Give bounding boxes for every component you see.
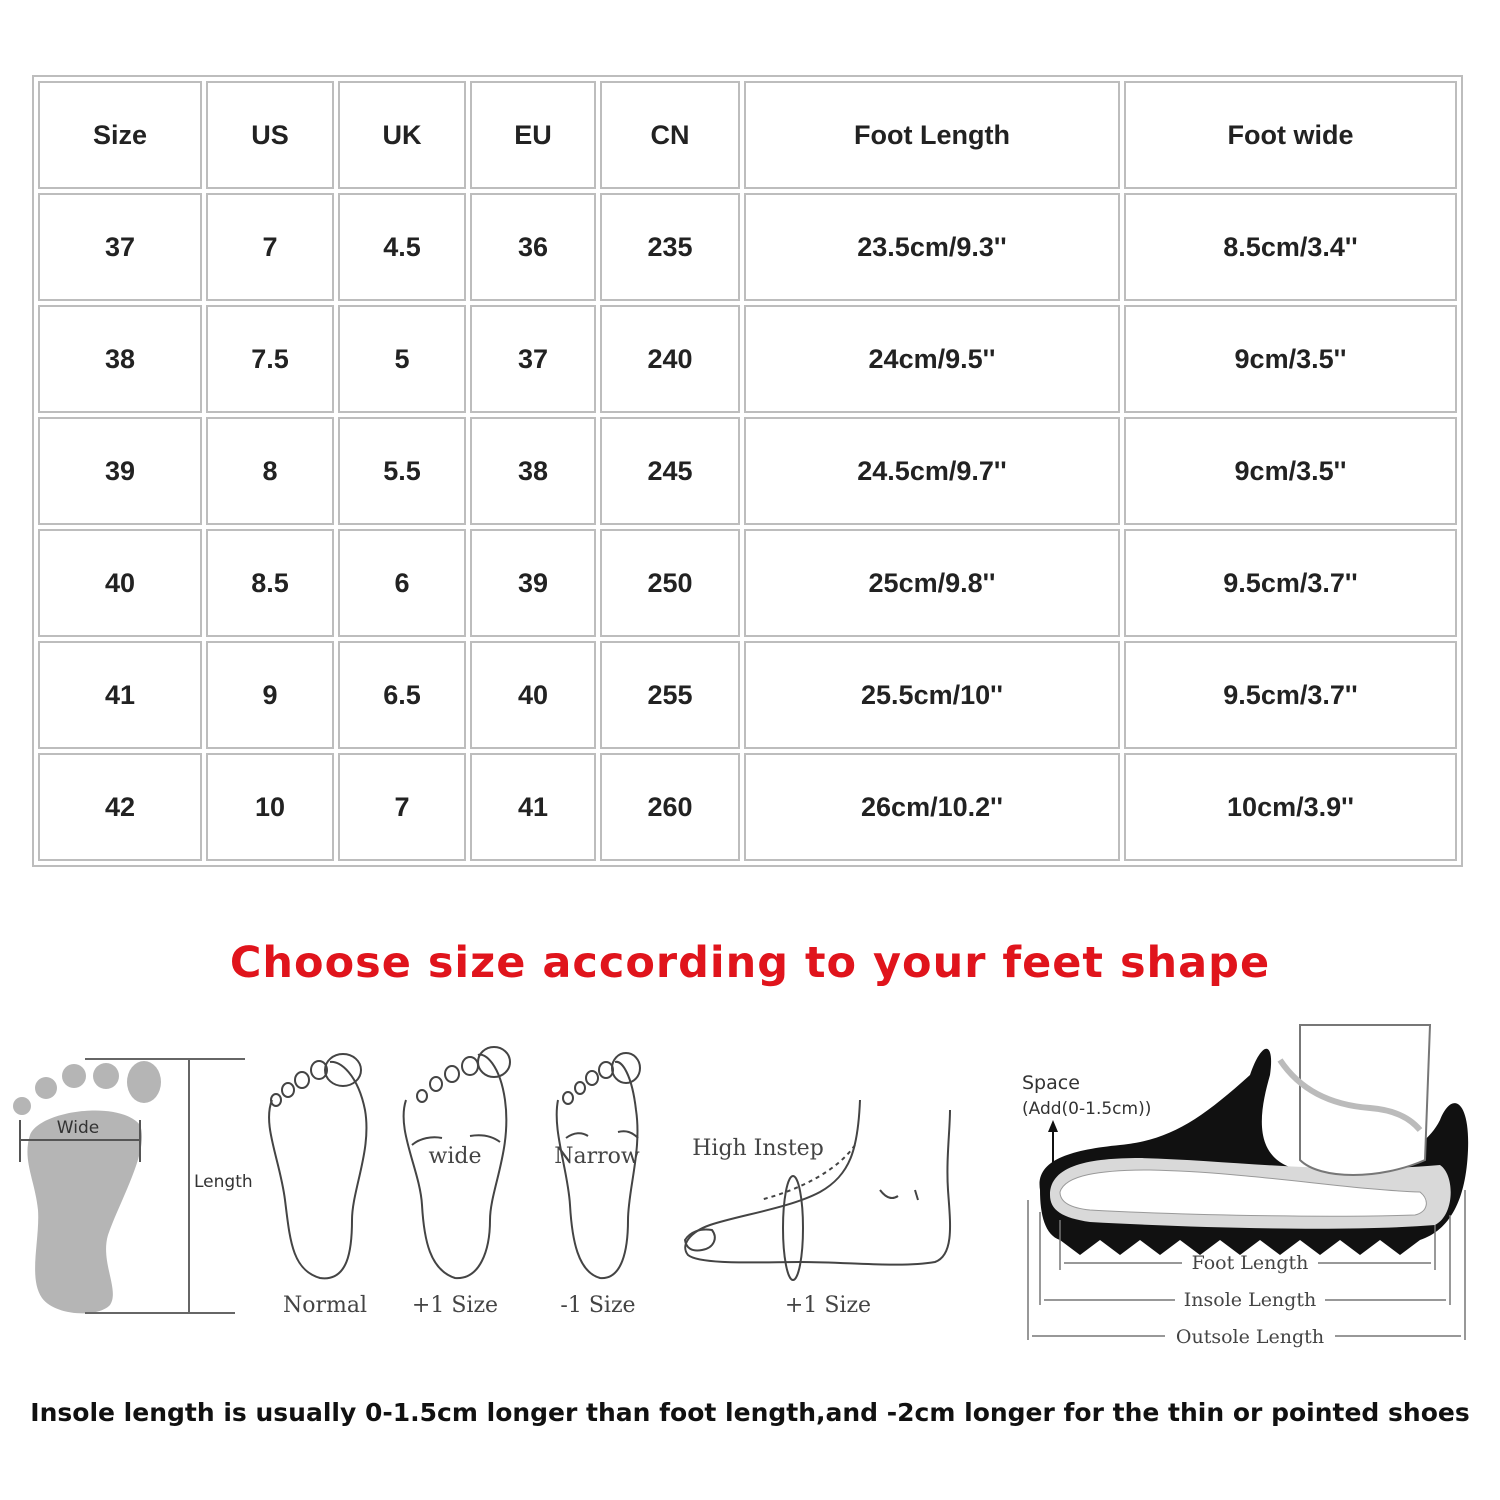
cell-cn: 235 <box>600 193 740 301</box>
cell-uk: 6 <box>338 529 466 637</box>
cell-cn: 250 <box>600 529 740 637</box>
narrow-caption: -1 Size <box>560 1293 636 1318</box>
header-size: Size <box>38 81 202 189</box>
foot-shape-diagram <box>0 1010 1500 1370</box>
cell-eu: 36 <box>470 193 596 301</box>
table-row <box>38 305 1457 413</box>
cell-us: 7 <box>206 193 334 301</box>
cell-uk: 5.5 <box>338 417 466 525</box>
high-instep-label: High Instep <box>692 1136 824 1161</box>
cell-eu: 40 <box>470 641 596 749</box>
cell-cn: 255 <box>600 641 740 749</box>
cell-foot-wide: 9cm/3.5'' <box>1124 305 1457 413</box>
table-row <box>38 417 1457 525</box>
cell-uk: 4.5 <box>338 193 466 301</box>
cell-foot-length: 23.5cm/9.3'' <box>744 193 1120 301</box>
headline: Choose size according to your feet shape <box>229 938 1271 988</box>
normal-caption: Normal <box>282 1293 368 1318</box>
header-uk: UK <box>338 81 466 189</box>
header-us: US <box>206 81 334 189</box>
high-instep-figure <box>685 1100 950 1280</box>
header-eu: EU <box>470 81 596 189</box>
length-label: Length <box>194 1172 253 1192</box>
narrow-label-text: Narrow <box>554 1144 640 1169</box>
cell-size: 37 <box>38 193 202 301</box>
header-foot-wide: Foot wide <box>1124 81 1457 189</box>
cell-foot-length: 25cm/9.8'' <box>744 529 1120 637</box>
space-note: (Add(0-1.5cm)) <box>1022 1099 1152 1119</box>
table-row <box>38 753 1457 861</box>
cell-eu: 37 <box>470 305 596 413</box>
table-header-row <box>38 81 1457 189</box>
cell-us: 8 <box>206 417 334 525</box>
cell-uk: 5 <box>338 305 466 413</box>
cell-foot-length: 25.5cm/10'' <box>744 641 1120 749</box>
table-row <box>38 641 1457 749</box>
cell-foot-length: 26cm/10.2'' <box>744 753 1120 861</box>
size-chart-table <box>32 75 1463 867</box>
foot-shape-illustrations <box>0 1010 1500 1370</box>
cell-eu: 41 <box>470 753 596 861</box>
cell-us: 10 <box>206 753 334 861</box>
insole-length-label: Insole Length <box>1183 1289 1317 1311</box>
cell-size: 42 <box>38 753 202 861</box>
cell-foot-wide: 9cm/3.5'' <box>1124 417 1457 525</box>
cell-us: 7.5 <box>206 305 334 413</box>
cell-foot-wide: 10cm/3.9'' <box>1124 753 1457 861</box>
header-cn: CN <box>600 81 740 189</box>
cell-cn: 245 <box>600 417 740 525</box>
cell-size: 40 <box>38 529 202 637</box>
cell-uk: 7 <box>338 753 466 861</box>
table-row <box>38 193 1457 301</box>
cell-foot-length: 24.5cm/9.7'' <box>744 417 1120 525</box>
foot-length-label: Foot Length <box>1191 1252 1309 1274</box>
cell-foot-wide: 8.5cm/3.4'' <box>1124 193 1457 301</box>
header-foot-length: Foot Length <box>744 81 1120 189</box>
wide-label-text: wide <box>428 1144 482 1169</box>
high-instep-caption: +1 Size <box>784 1293 872 1318</box>
insole-note: Insole length is usually 0-1.5cm longer than foot length,and -2cm longer for the thin or pointed shoes <box>30 1398 1470 1427</box>
cell-foot-wide: 9.5cm/3.7'' <box>1124 641 1457 749</box>
cell-eu: 39 <box>470 529 596 637</box>
cell-size: 39 <box>38 417 202 525</box>
wide-label: Wide <box>56 1118 100 1138</box>
cell-eu: 38 <box>470 417 596 525</box>
cell-foot-length: 24cm/9.5'' <box>744 305 1120 413</box>
table-row <box>38 529 1457 637</box>
cell-size: 38 <box>38 305 202 413</box>
cell-cn: 260 <box>600 753 740 861</box>
space-label: Space <box>1022 1072 1080 1094</box>
normal-foot-figure <box>269 1054 366 1278</box>
cell-cn: 240 <box>600 305 740 413</box>
outsole-length-label: Outsole Length <box>1175 1326 1325 1348</box>
cell-us: 9 <box>206 641 334 749</box>
cell-size: 41 <box>38 641 202 749</box>
cell-foot-wide: 9.5cm/3.7'' <box>1124 529 1457 637</box>
cell-us: 8.5 <box>206 529 334 637</box>
wide-caption: +1 Size <box>411 1293 499 1318</box>
cell-uk: 6.5 <box>338 641 466 749</box>
